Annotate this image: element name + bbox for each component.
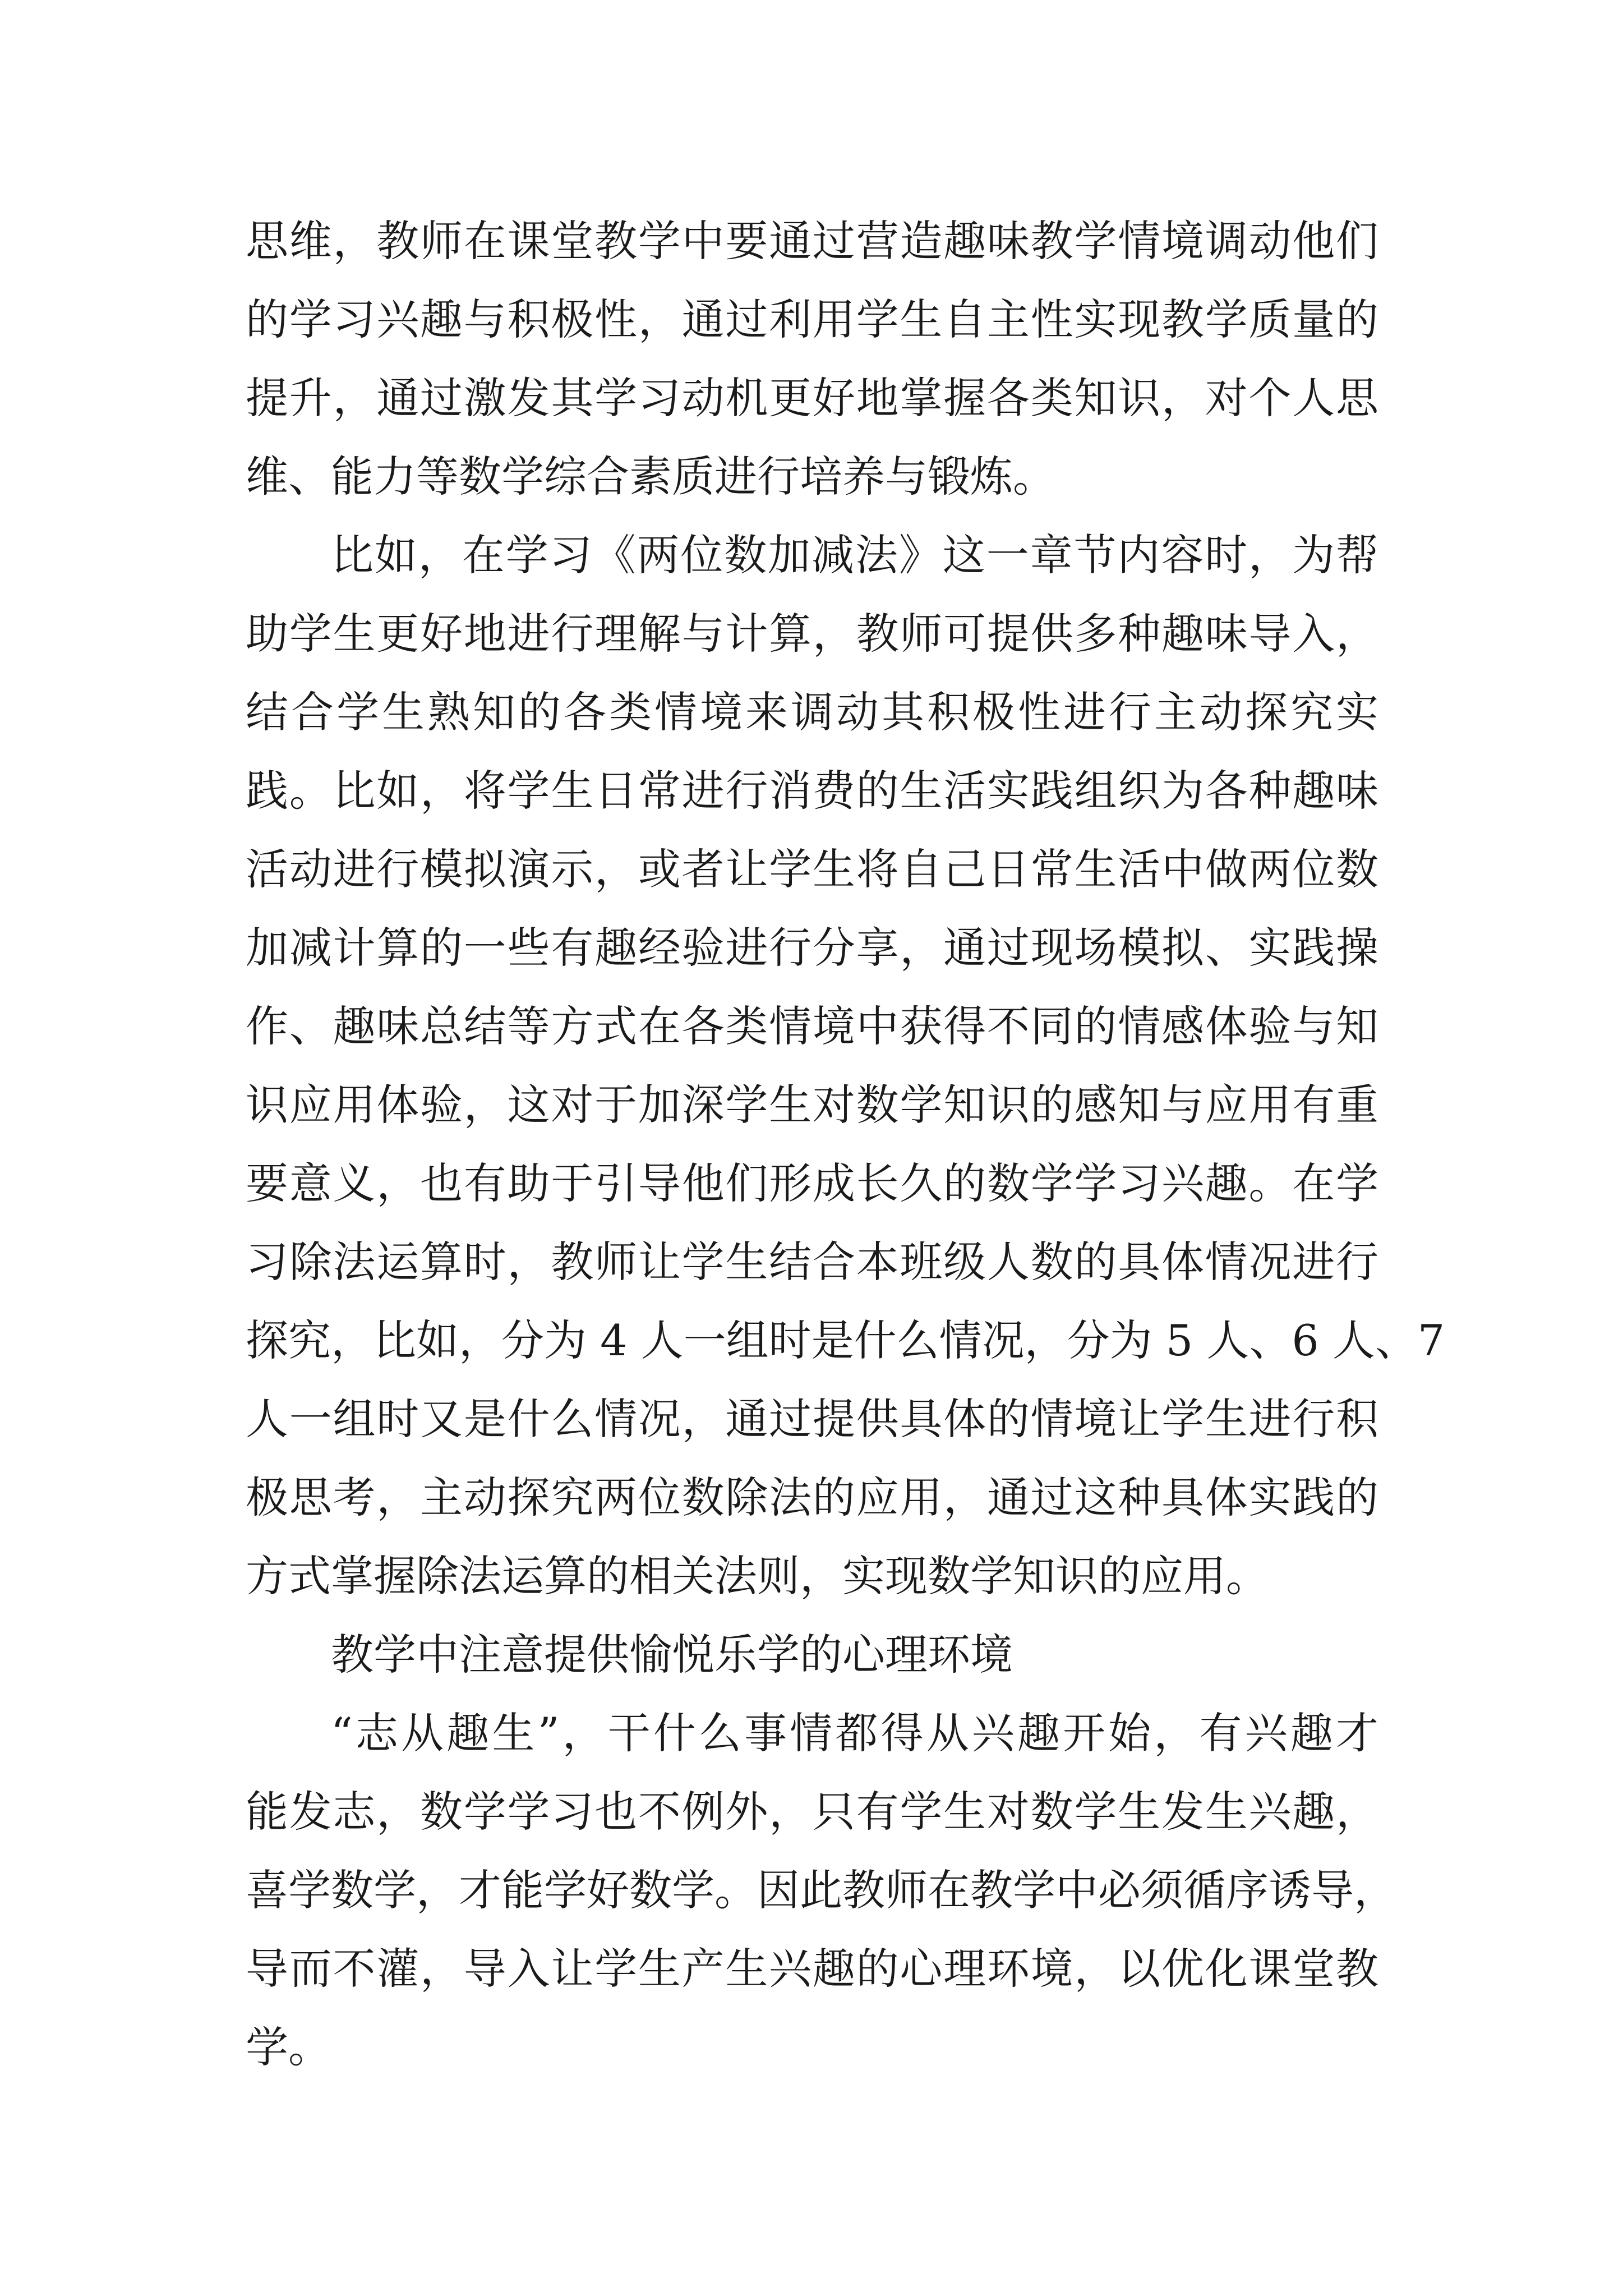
- paragraph-line: 作、趣味总结等方式在各类情境中获得不同的情感体验与知: [246, 1001, 1378, 1051]
- section-heading: 教学中注意提供愉悦乐学的心理环境: [331, 1630, 1013, 1680]
- paragraph-line: 探究，比如，分为 4 人一组时是什么情况，分为 5 人、6 人、7: [246, 1315, 1445, 1365]
- paragraph-line: 识应用体验，这对于加深学生对数学知识的感知与应用有重: [246, 1080, 1378, 1130]
- paragraph-line: 极思考，主动探究两位数除法的应用，通过这种具体实践的: [246, 1473, 1378, 1522]
- paragraph-line: 比如，在学习《两位数加减法》这一章节内容时，为帮: [331, 530, 1378, 580]
- paragraph-line: 思维，教师在课堂教学中要通过营造趣味教学情境调动他们: [246, 216, 1378, 266]
- paragraph-line: 要意义，也有助于引导他们形成长久的数学学习兴趣。在学: [246, 1158, 1378, 1208]
- paragraph-line: “志从趣生”，干什么事情都得从兴趣开始，有兴趣才: [331, 1708, 1378, 1758]
- paragraph-line: 加减计算的一些有趣经验进行分享，通过现场模拟、实践操: [246, 923, 1378, 973]
- paragraph-line: 活动进行模拟演示，或者让学生将自己日常生活中做两位数: [246, 844, 1378, 894]
- paragraph-line: 学。: [246, 2022, 331, 2072]
- paragraph-line: 习除法运算时，教师让学生结合本班级人数的具体情况进行: [246, 1237, 1378, 1287]
- paragraph-line: 方式掌握除法运算的相关法则，实现数学知识的应用。: [246, 1551, 1269, 1601]
- paragraph-line: 维、能力等数学综合素质进行培养与锻炼。: [246, 452, 1055, 501]
- paragraph-line: 导而不灌，导入让学生产生兴趣的心理环境，以优化课堂教: [246, 1944, 1378, 1994]
- paragraph-line: 喜学数学，才能学好数学。因此教师在教学中必须循序诱导，: [246, 1865, 1396, 1915]
- paragraph-line: 的学习兴趣与积极性，通过利用学生自主性实现教学质量的: [246, 295, 1378, 344]
- paragraph-line: 能发志，数学学习也不例外，只有学生对数学生发生兴趣，: [246, 1787, 1378, 1837]
- paragraph-line: 提升，通过激发其学习动机更好地掌握各类知识，对个人思: [246, 373, 1378, 423]
- paragraph-line: 结合学生熟知的各类情境来调动其积极性进行主动探究实: [246, 687, 1378, 737]
- paragraph-line: 人一组时又是什么情况，通过提供具体的情境让学生进行积: [246, 1394, 1378, 1444]
- paragraph-line: 助学生更好地进行理解与计算，教师可提供多种趣味导入，: [246, 609, 1378, 659]
- paragraph-line: 践。比如，将学生日常进行消费的生活实践组织为各种趣味: [246, 766, 1378, 816]
